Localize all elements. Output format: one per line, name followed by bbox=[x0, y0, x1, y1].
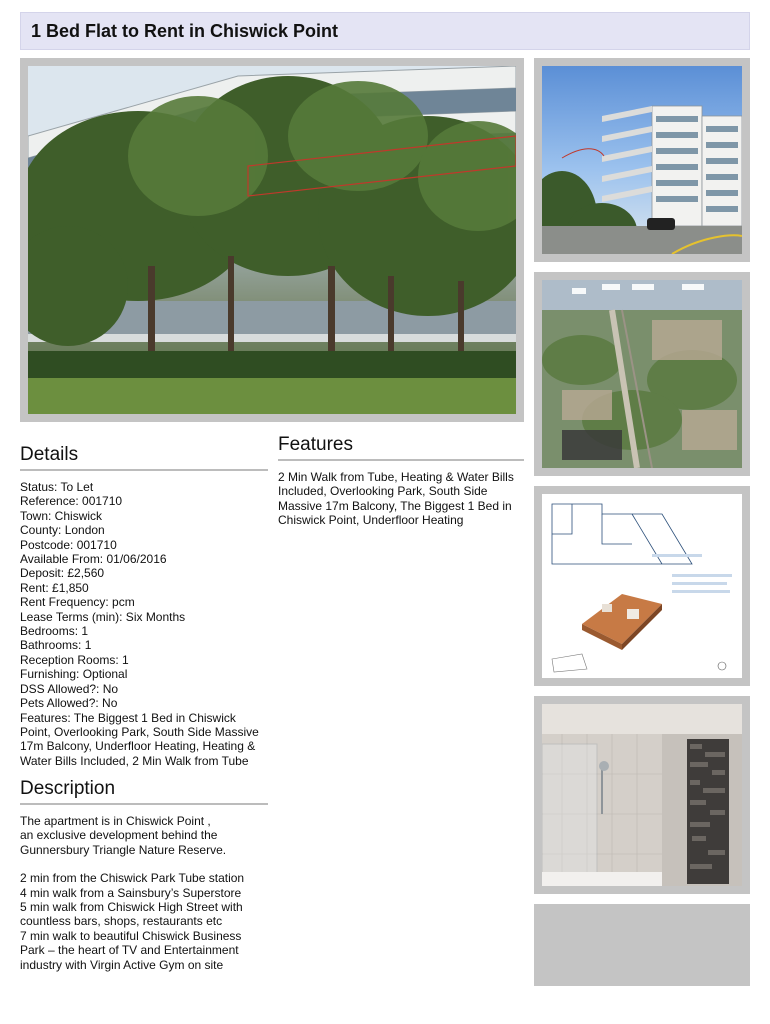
description-line: 4 min walk from a Sainsbury’s Superstore bbox=[20, 885, 242, 900]
building-trees-photo bbox=[28, 66, 516, 414]
aerial-view-photo bbox=[542, 280, 742, 468]
description-line: 2 min from the Chiswick Park Tube station bbox=[20, 871, 245, 886]
features-heading: Features bbox=[278, 434, 524, 461]
detail-available-from: Available From: 01/06/2016 bbox=[20, 552, 167, 567]
description-paragraph-2 bbox=[20, 871, 268, 972]
detail-furnishing: Furnishing: Optional bbox=[20, 667, 128, 682]
detail-features: Features: The Biggest 1 Bed in Chiswick Point, Overlooking Park, South Side Massive 17m Balcony, Underfloor Heating, Heating & Water Bills Included, 2 Min Walk from Tube bbox=[20, 710, 259, 768]
description-line: 5 min walk from Chiswick High Street with bbox=[20, 900, 243, 915]
detail-status: Status: To Let bbox=[20, 480, 94, 494]
detail-dss-allowed: DSS Allowed?: No bbox=[20, 681, 119, 696]
features-section bbox=[278, 434, 524, 528]
details-list bbox=[20, 480, 268, 768]
thumb-floor-plan[interactable] bbox=[534, 486, 750, 686]
description-line: Park – the heart of TV and Entertainment bbox=[20, 943, 239, 958]
description-section bbox=[20, 778, 268, 986]
bathroom-shower-photo bbox=[542, 704, 742, 886]
detail-county: County: London bbox=[20, 523, 105, 538]
description-line: countless bars, shops, restaurants etc bbox=[20, 914, 223, 929]
detail-reception-rooms: Reception Rooms: 1 bbox=[20, 652, 129, 667]
detail-lease-terms: Lease Terms (min): Six Months bbox=[20, 609, 186, 624]
detail-bathrooms: Bathrooms: 1 bbox=[20, 638, 92, 653]
detail-pets-allowed: Pets Allowed?: No bbox=[20, 696, 118, 711]
description-line: industry with Virgin Active Gym on site bbox=[20, 957, 224, 972]
description-line: Gunnersbury Triangle Nature Reserve. bbox=[20, 842, 227, 857]
thumb-bathroom[interactable] bbox=[534, 696, 750, 894]
description-line: 7 min walk to beautiful Chiswick Business bbox=[20, 928, 242, 943]
description-line: an exclusive development behind the bbox=[20, 828, 218, 843]
building-exterior-photo bbox=[542, 66, 742, 254]
page-title: 1 Bed Flat to Rent in Chiswick Point bbox=[31, 20, 339, 41]
description-heading: Description bbox=[20, 778, 268, 805]
details-section bbox=[20, 444, 268, 768]
thumb-placeholder[interactable] bbox=[534, 904, 750, 986]
detail-rent: Rent: £1,850 bbox=[20, 580, 89, 595]
detail-rent-frequency: Rent Frequency: pcm bbox=[20, 595, 135, 610]
detail-bedrooms: Bedrooms: 1 bbox=[20, 624, 89, 639]
detail-postcode: Postcode: 001710 bbox=[20, 537, 117, 552]
description-text bbox=[20, 814, 268, 972]
detail-deposit: Deposit: £2,560 bbox=[20, 566, 105, 581]
floor-plan-image bbox=[542, 494, 742, 678]
title-bar bbox=[20, 12, 750, 50]
thumb-building-exterior[interactable] bbox=[534, 58, 750, 262]
description-paragraph-1 bbox=[20, 814, 268, 857]
main-photo[interactable] bbox=[20, 58, 524, 422]
detail-town: Town: Chiswick bbox=[20, 508, 103, 523]
features-text: 2 Min Walk from Tube, Heating & Water Bills Included, Overlooking Park, South Side Massive 17m Balcony, The Biggest 1 Bed in Chiswick Point, Underfloor Heating bbox=[278, 470, 514, 528]
thumb-aerial-view[interactable] bbox=[534, 272, 750, 476]
description-line: The apartment is in Chiswick Point , bbox=[20, 814, 211, 828]
detail-reference: Reference: 001710 bbox=[20, 494, 123, 509]
details-heading: Details bbox=[20, 444, 268, 471]
